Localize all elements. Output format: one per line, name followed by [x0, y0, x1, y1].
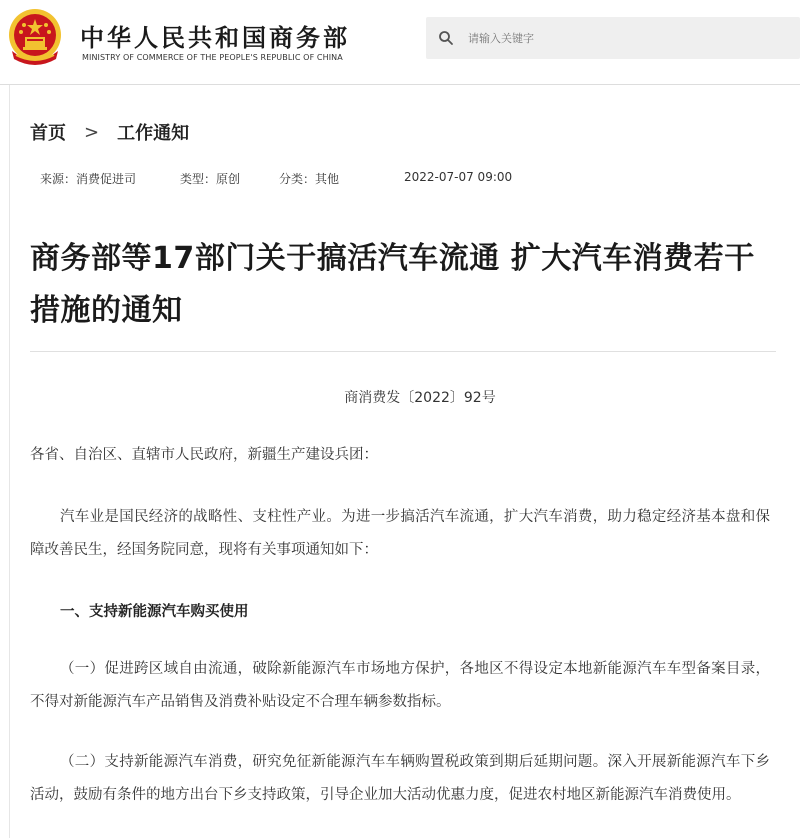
meta-category: 分类：其他 — [279, 172, 340, 186]
brand-name-cn[interactable]: 中华人民共和国商务部 — [80, 24, 350, 52]
section-heading: 一、支持新能源汽车购买使用 — [60, 604, 249, 620]
intro-paragraph: 汽车业是国民经济的战略性、支柱性产业。为进一步搞活汽车流通，扩大汽车消费，助力稳定经济基本盘和保障改善民生，经国务院同意，现将有关事项通知如下： — [30, 509, 770, 558]
document-number: 商消费发〔2022〕92号 — [344, 390, 496, 406]
brand-name-en[interactable]: MINISTRY OF COMMERCE OF THE PEOPLE'S REPUBLIC OF CHINA — [82, 53, 343, 62]
article-title: 商务部等17部门关于搞活汽车流通 扩大汽车消费若干措施的通知 — [30, 241, 755, 328]
addressee-paragraph: 各省、自治区、直辖市人民政府，新疆生产建设兵团： — [30, 447, 378, 463]
site-header — [0, 0, 800, 84]
title-divider — [30, 351, 776, 352]
search-icon[interactable] — [438, 30, 454, 46]
breadcrumb — [30, 119, 189, 145]
content-left-border — [9, 85, 10, 838]
article-content — [0, 85, 800, 838]
chevron-right-icon: > — [84, 121, 100, 143]
breadcrumb-current-link[interactable]: 工作通知 — [117, 123, 190, 144]
meta-type: 类型：原创 — [180, 172, 241, 186]
section-item-paragraph: （二）支持新能源汽车消费，研究免征新能源汽车车辆购置税政策到期后延期问题。深入开展新能源汽车下乡活动，鼓励有条件的地方出台下乡支持政策，引导企业加大活动优惠力度，促进农村地区新能源汽车消费使用。 — [30, 754, 770, 803]
breadcrumb-home-link[interactable]: 首页 — [30, 123, 66, 144]
meta-datetime: 2022-07-07 09:00 — [404, 170, 513, 184]
section-item-paragraph: （一）促进跨区域自由流通，破除新能源汽车市场地方保护，各地区不得设定本地新能源汽车车型备案目录，不得对新能源汽车产品销售及消费补贴设定不合理车辆参数指标。 — [30, 661, 770, 710]
national-emblem-icon[interactable] — [6, 7, 64, 67]
meta-source: 来源：消费促进司 — [40, 172, 137, 186]
search-box[interactable] — [426, 17, 800, 59]
search-input[interactable] — [468, 23, 768, 53]
